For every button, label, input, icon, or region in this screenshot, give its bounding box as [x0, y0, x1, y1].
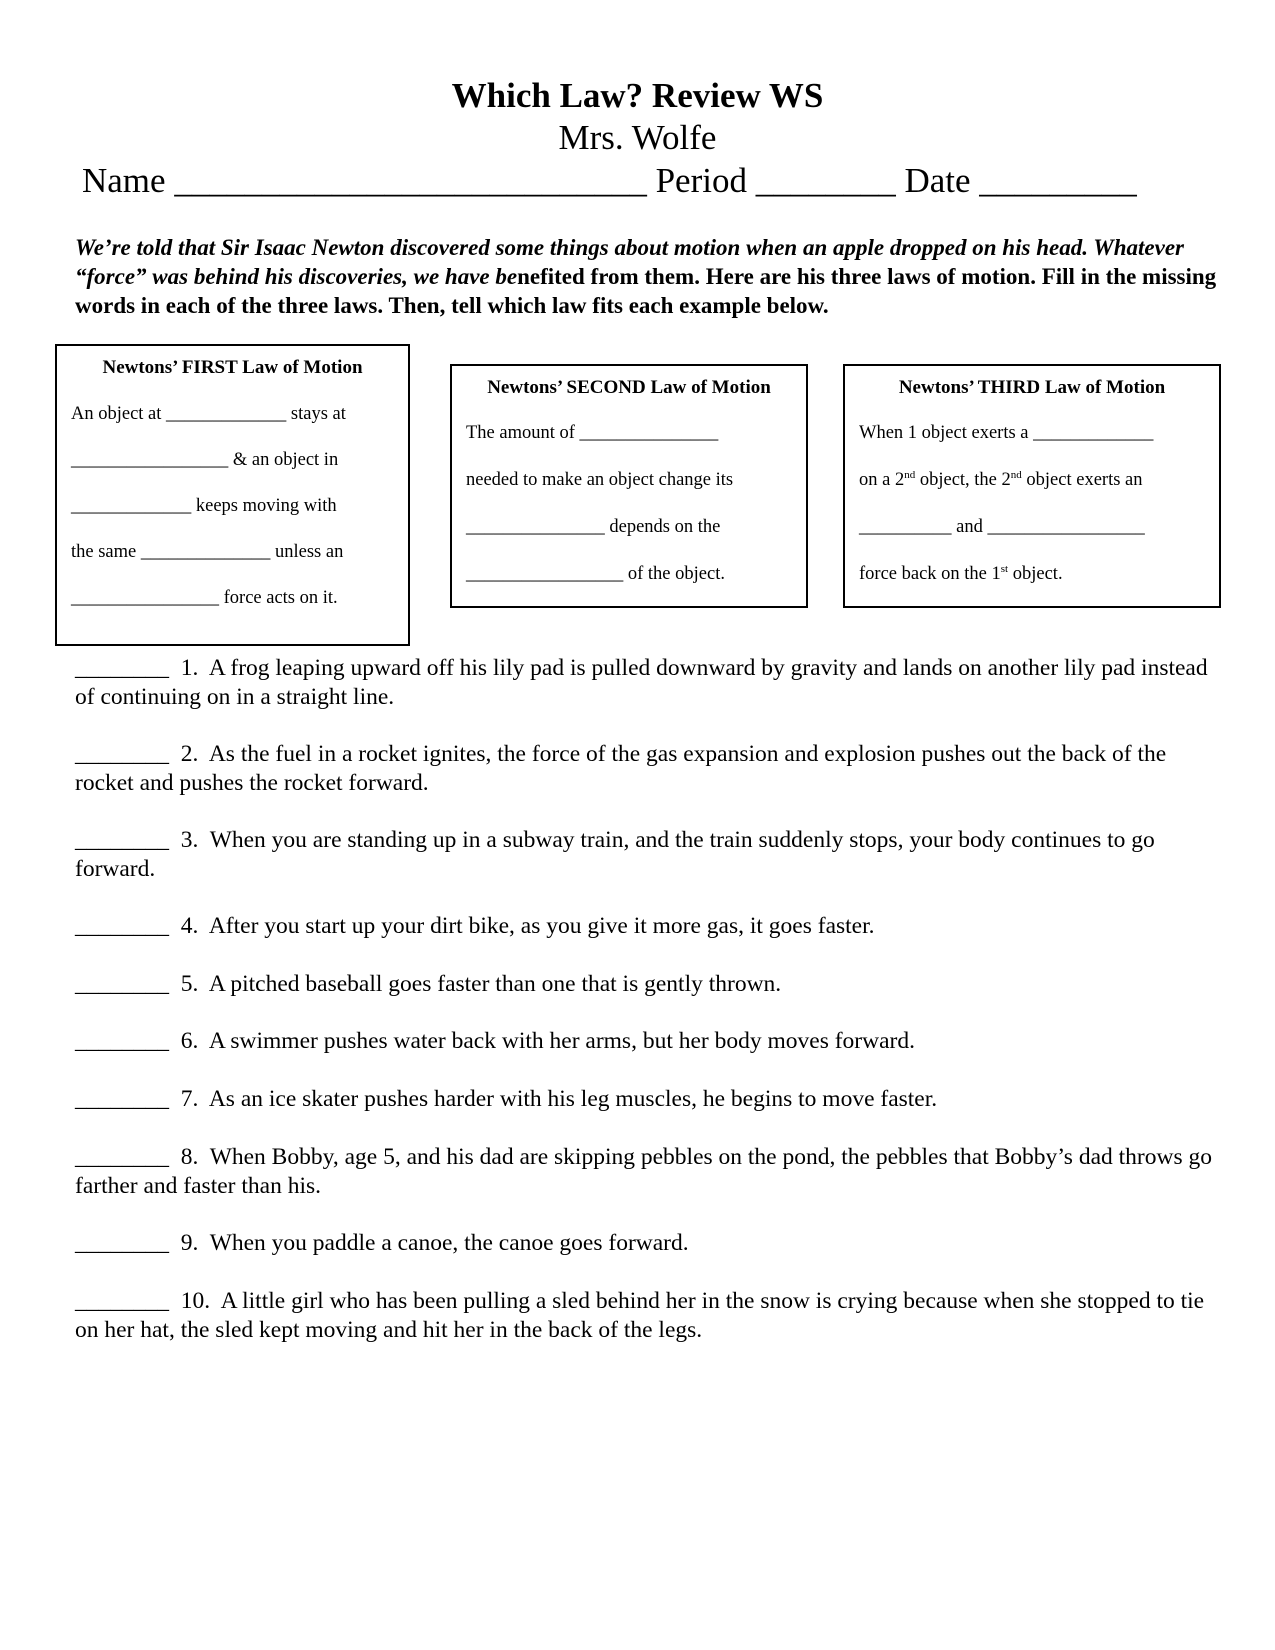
first-law-line[interactable]: the same ______________ unless an	[71, 542, 344, 562]
answer-blank[interactable]: ________	[75, 1288, 169, 1314]
question-text: 7. As an ice skater pushes harder with his leg muscles, he begins to move faster.	[169, 1086, 938, 1112]
third-law-text: object.	[1008, 564, 1063, 584]
answer-blank[interactable]: ________	[75, 741, 169, 767]
question-text: 3. When you are standing up in a subway train, and the train suddenly stops, your body continues to go forward.	[75, 827, 1161, 882]
third-law-line	[859, 469, 1143, 491]
second-law-title: Newtons’ SECOND Law of Motion	[487, 377, 771, 398]
third-law-line[interactable]: When 1 object exerts a _____________	[859, 423, 1154, 443]
question-text: 1. A frog leaping upward off his lily pad is pulled downward by gravity and lands on another lily pad instead of continuing on in a straight line.	[75, 655, 1214, 710]
question-text: 8. When Bobby, age 5, and his dad are skipping pebbles on the pond, the pebbles that Bobby’s dad throws go farther and faster than his.	[75, 1144, 1218, 1199]
first-law-line[interactable]: ________________ force acts on it.	[71, 588, 338, 608]
superscript: nd	[904, 468, 916, 481]
second-law-box	[450, 364, 808, 608]
third-law-title: Newtons’ THIRD Law of Motion	[898, 377, 1166, 398]
question-item	[75, 1085, 1220, 1114]
second-law-line[interactable]: _______________ depends on the	[466, 517, 721, 537]
question-item	[75, 970, 1220, 999]
third-law-text: on a 2	[859, 470, 905, 490]
worksheet-title: Which Law? Review WS	[451, 76, 824, 115]
first-law-line[interactable]: _____________ keeps moving with	[71, 496, 337, 516]
superscript: nd	[1010, 468, 1022, 481]
answer-blank[interactable]: ________	[75, 1028, 169, 1054]
question-text: 6. A swimmer pushes water back with her arms, but her body moves forward.	[169, 1028, 915, 1054]
answer-blank[interactable]: ________	[75, 913, 169, 939]
first-law-line[interactable]: An object at _____________ stays at	[71, 404, 346, 424]
question-item	[75, 740, 1220, 798]
question-item	[75, 1027, 1220, 1056]
second-law-line[interactable]: The amount of _______________	[466, 423, 719, 443]
second-law-line[interactable]: _________________ of the object.	[466, 564, 725, 584]
answer-blank[interactable]: ________	[75, 655, 169, 681]
question-text: 4. After you start up your dirt bike, as you give it more gas, it goes faster.	[169, 913, 875, 939]
question-text: 2. As the fuel in a rocket ignites, the force of the gas expansion and explosion pushes out the back of the rocket and pushes the rocket forward.	[75, 741, 1173, 796]
question-text: 10. A little girl who has been pulling a sled behind her in the snow is crying because when she stopped to tie on her hat, the sled kept moving and hit her in the back of the legs.	[75, 1288, 1210, 1343]
intro-paragraph	[75, 233, 1225, 320]
answer-blank[interactable]: ________	[75, 1144, 169, 1170]
question-item	[75, 654, 1220, 712]
third-law-box	[843, 364, 1221, 608]
answer-blank[interactable]: ________	[75, 971, 169, 997]
answer-blank[interactable]: ________	[75, 1086, 169, 1112]
question-item	[75, 1229, 1220, 1258]
first-law-box	[55, 344, 410, 646]
question-item	[75, 912, 1220, 941]
first-law-line[interactable]: _________________ & an object in	[71, 450, 339, 470]
question-text: 5. A pitched baseball goes faster than one that is gently thrown.	[169, 971, 782, 997]
first-law-title: Newtons’ FIRST Law of Motion	[102, 357, 363, 378]
third-law-text: object exerts an	[1021, 470, 1143, 490]
second-law-line: needed to make an object change its	[466, 470, 734, 490]
question-item	[75, 1143, 1220, 1201]
answer-blank[interactable]: ________	[75, 827, 169, 853]
answer-blank[interactable]: ________	[75, 1230, 169, 1256]
superscript: st	[1000, 562, 1009, 575]
third-law-text: force back on the 1	[859, 564, 1001, 584]
name-period-date-line[interactable]: Name ___________________________ Period ________ Date _________	[82, 161, 1137, 200]
intro-plain-text: nefited from them. Here are his three laws of motion. Fill in the missing words in each of the three laws. Then, tell which law fits each example below.	[75, 264, 1217, 318]
teacher-name: Mrs. Wolfe	[558, 118, 717, 157]
question-item	[75, 826, 1220, 884]
third-law-text: object, the 2	[915, 470, 1011, 490]
intro-italic-text: We’re told that Sir Isaac Newton discovered some things about motion when an apple dropped on his head. Whatever “force” was behind his discoveries, we have be	[75, 235, 1184, 289]
question-text: 9. When you paddle a canoe, the canoe goes forward.	[169, 1230, 689, 1256]
third-law-line[interactable]: __________ and _________________	[859, 517, 1145, 537]
third-law-line	[859, 563, 1063, 585]
question-item	[75, 1287, 1220, 1345]
